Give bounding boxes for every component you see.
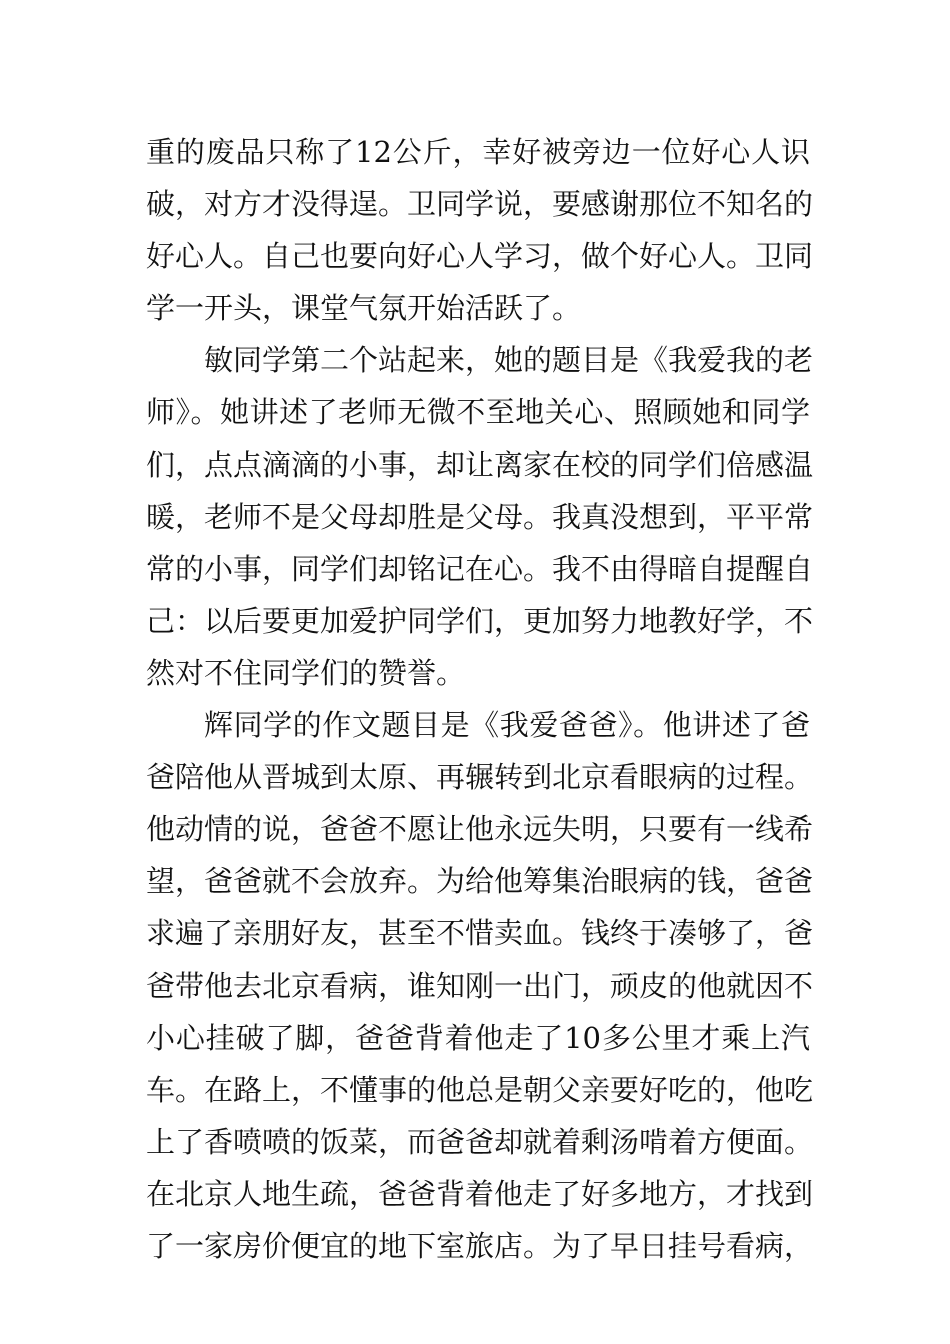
text-line: 望，爸爸就不会放弃。为给他筹集治眼病的钱，爸爸 xyxy=(146,864,814,899)
text-line: 暖，老师不是父母却胜是父母。我真没想到，平平常 xyxy=(146,499,814,534)
text-line: 他动情的说，爸爸不愿让他永远失明，只要有一线希 xyxy=(146,812,814,847)
text-line: 爸陪他从晋城到太原、再辗转到北京看眼病的过程。 xyxy=(146,760,814,795)
text-line: 然对不住同学们的赞誉。 xyxy=(146,655,466,690)
text-line: 小心挂破了脚，爸爸背着他走了10多公里才乘上汽 xyxy=(146,1020,810,1055)
text-line: 破，对方才没得逞。卫同学说，要感谢那位不知名的 xyxy=(146,187,814,222)
text-line: 爸带他去北京看病，谁知刚一出门，顽皮的他就因不 xyxy=(146,968,814,1003)
text-line: 车。在路上，不懂事的他总是朝父亲要好吃的，他吃 xyxy=(146,1072,814,1107)
text-line: 了一家房价便宜的地下室旅店。为了早日挂号看病， xyxy=(146,1228,814,1263)
text-line: 上了香喷喷的饭菜，而爸爸却就着剩汤啃着方便面。 xyxy=(146,1124,814,1159)
text-line: 敏同学第二个站起来，她的题目是《我爱我的老 xyxy=(204,343,814,378)
text-line: 学一开头，课堂气氛开始活跃了。 xyxy=(146,291,582,326)
text-line: 己：以后要更加爱护同学们，更加努力地教好学，不 xyxy=(146,603,814,638)
text-line: 辉同学的作文题目是《我爱爸爸》。他讲述了爸 xyxy=(204,708,810,743)
text-line: 们，点点滴滴的小事，却让离家在校的同学们倍感温 xyxy=(146,447,814,482)
body-text xyxy=(146,126,814,1272)
text-line: 师》。她讲述了老师无微不至地关心、照顾她和同学 xyxy=(146,395,810,430)
text-line: 求遍了亲朋好友，甚至不惜卖血。钱终于凑够了，爸 xyxy=(146,916,814,951)
text-line: 重的废品只称了12公斤，幸好被旁边一位好心人识 xyxy=(146,135,810,169)
text-line: 常的小事，同学们却铭记在心。我不由得暗自提醒自 xyxy=(146,551,814,586)
text-line: 好心人。自己也要向好心人学习，做个好心人。卫同 xyxy=(146,239,814,274)
text-line: 在北京人地生疏，爸爸背着他走了好多地方，才找到 xyxy=(146,1176,814,1211)
